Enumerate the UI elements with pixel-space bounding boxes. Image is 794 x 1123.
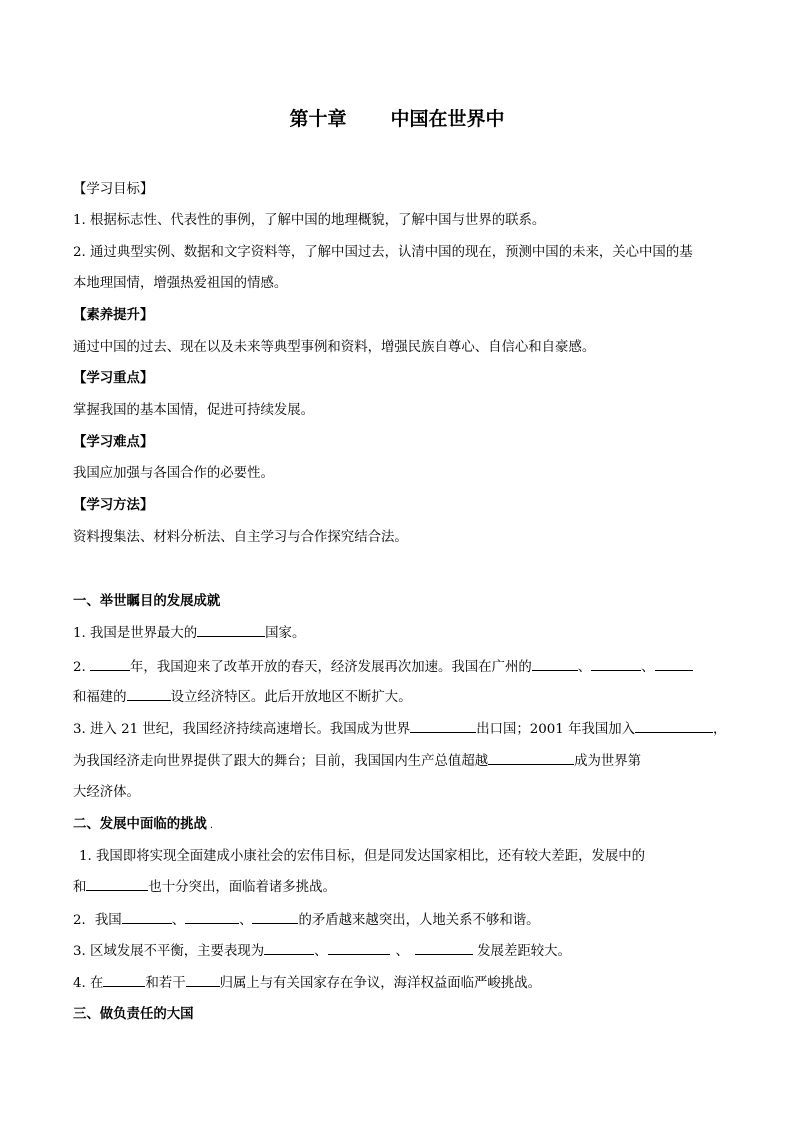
answer-blank[interactable] [252,911,298,924]
answer-blank[interactable] [186,974,220,987]
chapter-number: 第十章 [289,108,347,130]
answer-blank[interactable] [488,752,574,765]
section-1-question-2a: 2. 年，我国迎来了改革开放的春天，经济发展再次加速。我国在广州的 、 、 [73,656,723,675]
methods-heading: 【学习方法】 [73,498,154,513]
objectives-heading: 【学习目标】 [73,182,154,197]
answer-blank[interactable] [185,911,239,924]
objective-item-2a: 2. 通过典型实例、数据和文字资料等，了解中国过去，认清中国的现在，预测中国的未来，关心中国的基 [73,245,693,260]
section-1-question-3b: 为我国经济走向世界提供了跟大的舞台；目前，我国国内生产总值超越 成为世界第 [73,754,642,769]
page-title [0,104,794,131]
chapter-title: 中国在世界中 [390,108,505,130]
answer-blank[interactable] [90,658,130,671]
section-2-question-4: 4. 在 和若干 归属上与有关国家存在争议，海洋权益面临严峻挑战。 [73,976,541,991]
key-points-heading: 【学习重点】 [73,371,154,386]
section-2-heading: 二、发展中面临的挑战 . [73,817,214,832]
answer-blank[interactable] [264,942,314,955]
difficulties-heading: 【学习难点】 [73,435,154,450]
answer-blank[interactable] [86,878,148,891]
section-1-question-1: 1. 我国是世界最大的 国家。 [73,626,306,641]
answer-blank[interactable] [410,720,476,733]
answer-blank[interactable] [122,911,172,924]
key-points-text: 掌握我国的基本国情，促进可持续发展。 [73,403,315,418]
answer-blank[interactable] [103,974,145,987]
answer-blank[interactable] [127,688,171,701]
answer-blank[interactable] [591,658,641,671]
section-2-question-3: 3. 区域发展不平衡，主要表现为 、 、 发展差距较大。 [73,944,571,959]
answer-blank[interactable] [532,658,578,671]
literacy-heading: 【素养提升】 [73,308,154,323]
methods-text: 资料搜集法、材料分析法、自主学习与合作探究结合法。 [73,530,408,545]
objective-item-2b: 本地理国情，增强热爱祖国的情感。 [73,276,288,291]
literacy-text: 通过中国的过去、现在以及未来等典型事例和资料，增强民族自尊心、自信心和自豪感。 [73,340,596,355]
answer-blank[interactable] [328,942,390,955]
section-3-heading: 三、做负责任的大国 [73,1007,194,1022]
section-2-question-2: 2．我国 、 、 的矛盾越来越突出，人地关系不够和谐。 [73,913,540,928]
objective-item-1: 1. 根据标志性、代表性的事例，了解中国的地理概貌，了解中国与世界的联系。 [73,213,546,228]
section-1-question-3c: 大经济体。 [73,785,140,800]
section-2-question-1a: 1. 我国即将实现全面建成小康社会的宏伟目标，但是同发达国家相比，还有较大差距，发展中的 [79,849,646,864]
section-2-question-1b: 和 也十分突出，面临着诸多挑战。 [73,880,336,895]
section-1-question-2b: 和福建的 设立经济特区。此后开放地区不断扩大。 [73,690,412,705]
answer-blank[interactable] [655,658,693,671]
difficulties-text: 我国应加强与各国合作的必要性。 [73,466,274,481]
answer-blank[interactable] [635,720,713,733]
answer-blank[interactable] [415,942,473,955]
answer-blank[interactable] [197,624,265,637]
section-1-heading: 一、举世瞩目的发展成就 [73,594,221,609]
section-1-question-3a: 3. 进入 21 世纪，我国经济持续高速增长。我国成为世界 出口国；2001 年我国加入 ， [73,722,727,737]
